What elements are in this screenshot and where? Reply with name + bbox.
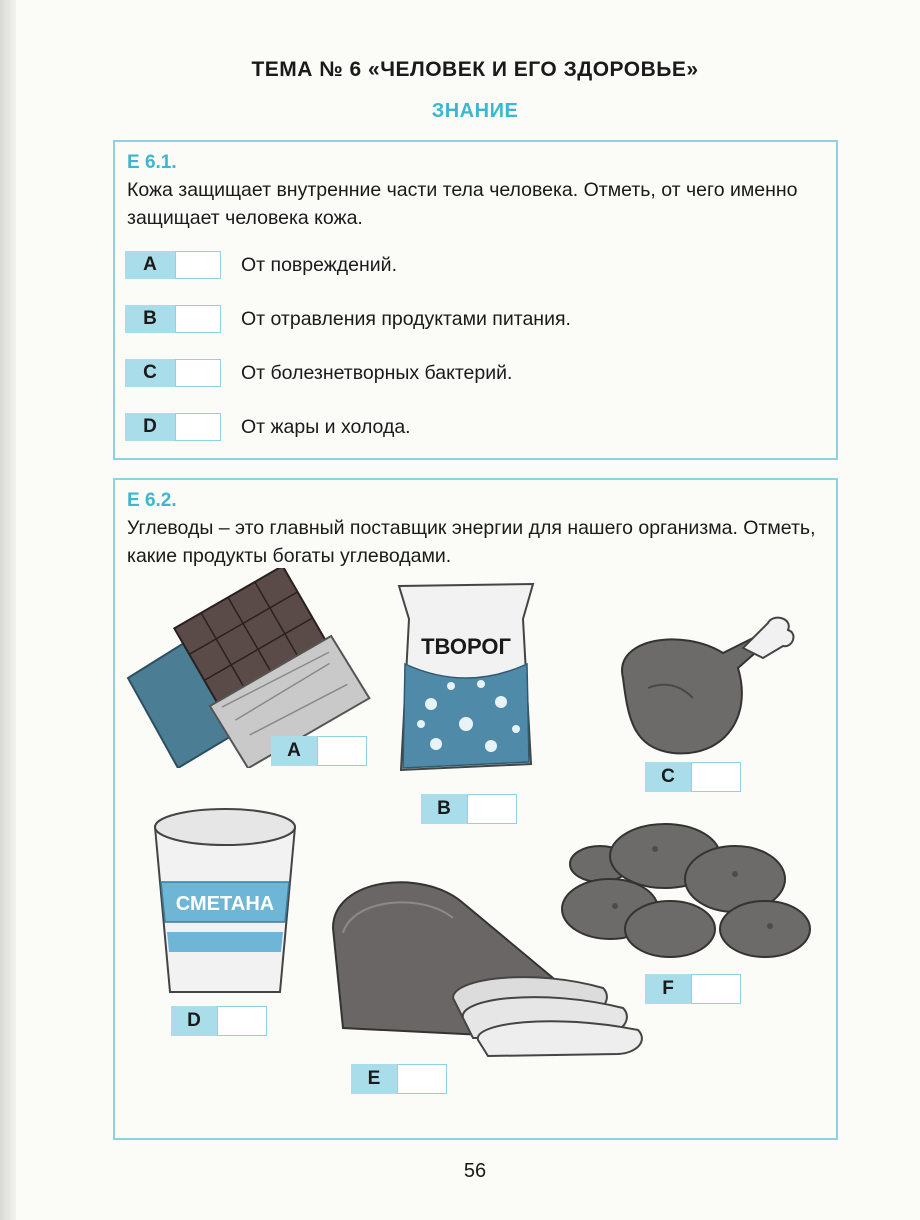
option-c: [125, 358, 512, 388]
option-d: [125, 412, 411, 442]
answer-f: [645, 974, 741, 1004]
option-letter: B: [125, 305, 175, 333]
answer-checkbox[interactable]: [691, 762, 741, 792]
answer-b: [421, 794, 517, 824]
task-box-6-1: [113, 140, 838, 460]
answer-letter: D: [171, 1006, 217, 1036]
section-heading: ЗНАНИЕ: [431, 100, 519, 122]
answer-checkbox[interactable]: [317, 736, 367, 766]
option-text: От жары и холода.: [241, 415, 411, 438]
answer-checkbox[interactable]: [175, 251, 221, 279]
task-id: Е 6.2.: [127, 490, 177, 511]
option-a: [125, 250, 397, 280]
potatoes-icon: [555, 814, 817, 964]
answer-d: [171, 1006, 267, 1036]
task-question: Кожа защищает внутренние части тела человека. Отметь, от чего именно защищает человека кожа.: [127, 179, 798, 229]
option-text: От болезнетворных бактерий.: [241, 361, 513, 384]
option-text: От повреждений.: [241, 253, 397, 276]
page-edge-shadow: [0, 0, 16, 1220]
option-b: [125, 304, 571, 334]
answer-checkbox[interactable]: [175, 413, 221, 441]
answer-checkbox[interactable]: [397, 1064, 447, 1094]
cottage-cheese-pack-icon: [391, 574, 541, 786]
answer-checkbox[interactable]: [175, 359, 221, 387]
answer-letter: E: [351, 1064, 397, 1094]
answer-a: [271, 736, 367, 766]
answer-letter: A: [271, 736, 317, 766]
answer-checkbox[interactable]: [217, 1006, 267, 1036]
answer-checkbox[interactable]: [691, 974, 741, 1004]
answer-c: [645, 762, 741, 792]
page-number: 56: [463, 1160, 487, 1182]
task-box-6-2: [113, 478, 838, 1140]
cup-label: СМЕТАНА: [175, 893, 275, 915]
pack-label: ТВОРОГ: [421, 634, 511, 659]
answer-letter: F: [645, 974, 691, 1004]
option-letter: C: [125, 359, 175, 387]
answer-checkbox[interactable]: [467, 794, 517, 824]
task-question: Углеводы – это главный поставщик энергии для нашего организма. Отметь, какие продукты богаты углеводами.: [127, 517, 816, 567]
answer-e: [351, 1064, 447, 1094]
option-letter: D: [125, 413, 175, 441]
option-text: От отравления продуктами питания.: [241, 307, 571, 330]
answer-checkbox[interactable]: [175, 305, 221, 333]
option-letter: A: [125, 251, 175, 279]
answer-letter: B: [421, 794, 467, 824]
task-id: Е 6.1.: [127, 152, 177, 173]
sour-cream-cup-icon: [145, 802, 305, 1002]
page-title: ТЕМА № 6 «ЧЕЛОВЕК И ЕГО ЗДОРОВЬЕ»: [251, 58, 699, 81]
chicken-leg-icon: [603, 608, 798, 758]
answer-letter: C: [645, 762, 691, 792]
